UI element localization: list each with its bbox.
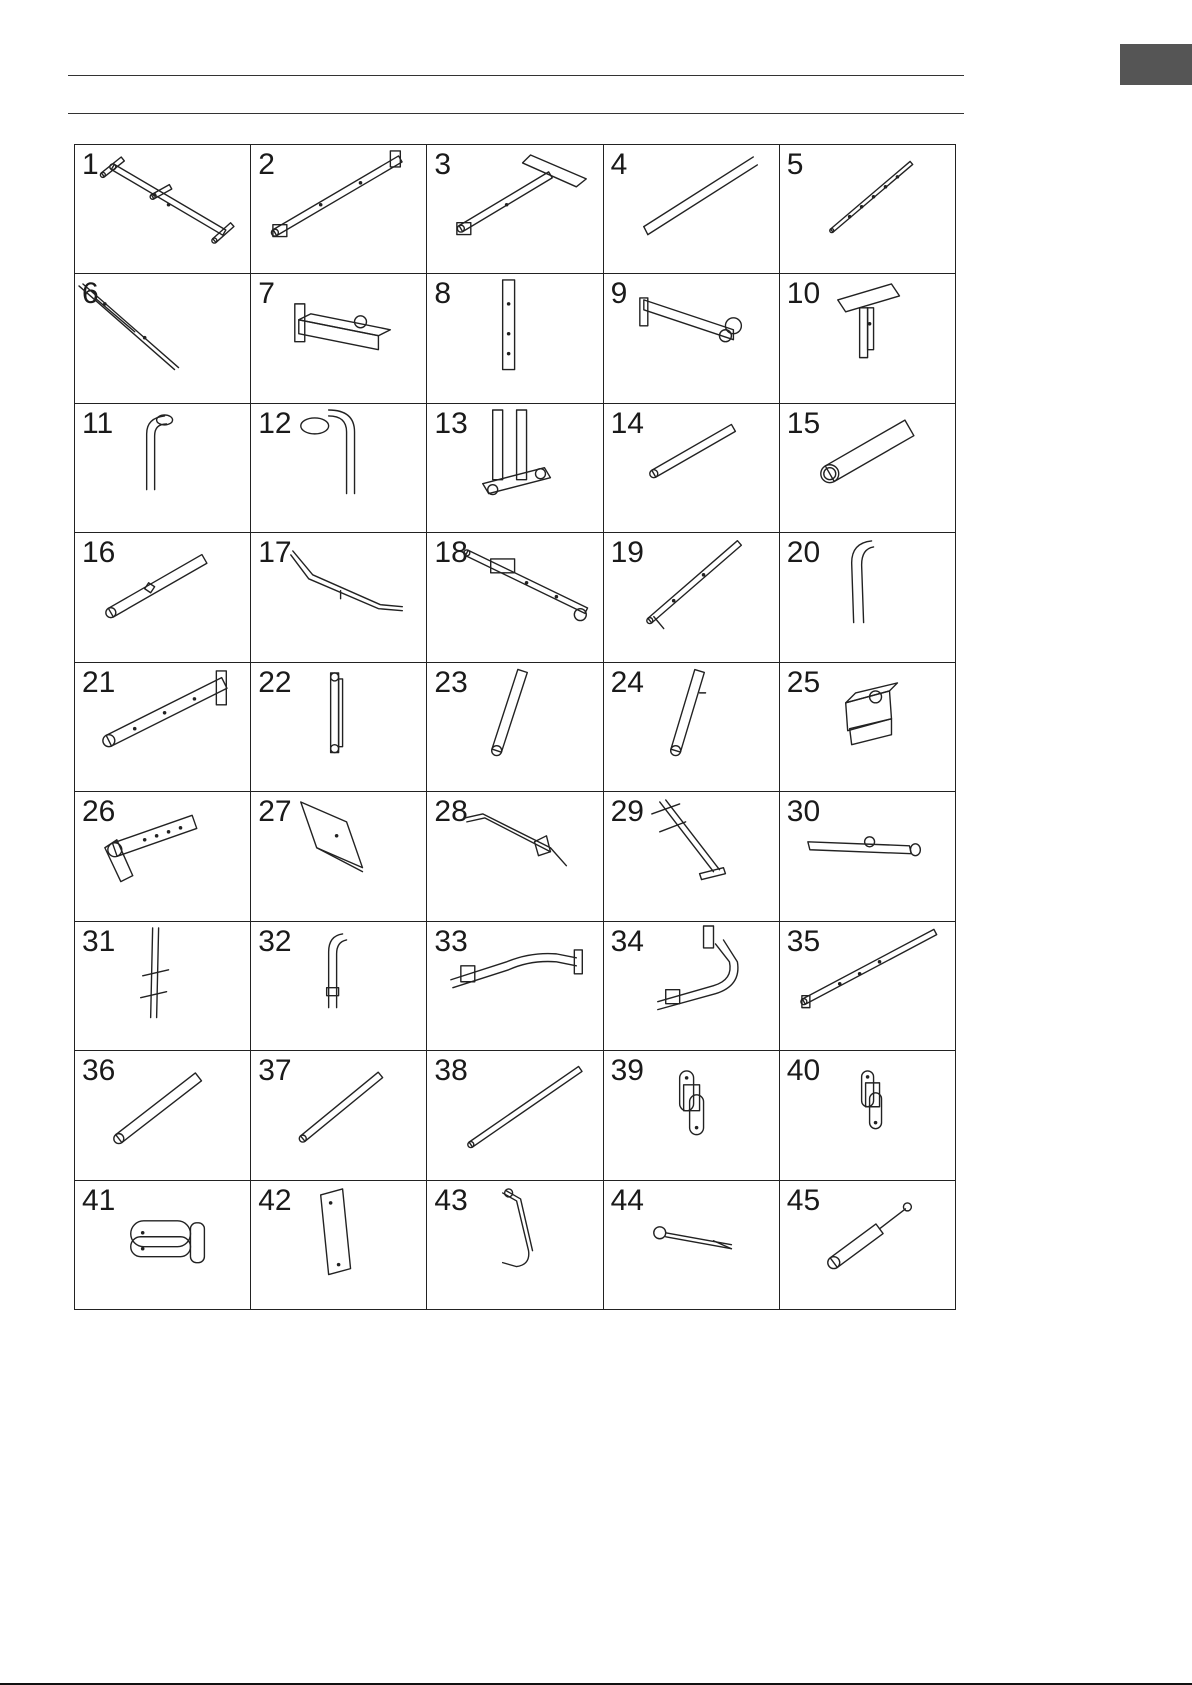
part-number: 19 (610, 536, 644, 570)
part-number: 9 (610, 277, 628, 311)
link-bar-icon (251, 663, 426, 791)
part-cell-15 (780, 404, 956, 533)
eye-bolt-icon (604, 1181, 779, 1309)
part-cell-7 (251, 274, 427, 403)
part-cell-44 (604, 1181, 780, 1310)
part-number: 40 (786, 1054, 821, 1088)
part-cell-42 (251, 1181, 427, 1310)
short-bar-icon (604, 404, 779, 532)
vertical-rod-pins-icon (75, 922, 250, 1050)
frame-with-wheel-icon (427, 533, 602, 661)
tube-icon (75, 1051, 250, 1179)
part-cell-32 (251, 922, 427, 1051)
part-number: 2 (258, 148, 275, 181)
part-cell-36 (75, 1051, 251, 1180)
part-number: 8 (434, 277, 452, 311)
part-number: 44 (610, 1183, 644, 1217)
part-number: 14 (610, 406, 644, 440)
bent-bar-icon (251, 533, 426, 661)
part-number: 16 (82, 536, 116, 570)
part-cell-24 (604, 663, 780, 792)
header-rule-bottom (68, 113, 964, 114)
hinge-bracket-icon (604, 1051, 779, 1179)
part-cell-4 (604, 145, 780, 274)
part-number: 10 (786, 277, 821, 311)
part-cell-30 (780, 792, 956, 921)
clevis-bracket-icon (75, 1181, 250, 1309)
t-frame-icon (427, 145, 602, 273)
part-cell-43 (427, 1181, 603, 1310)
part-cell-41 (75, 1181, 251, 1310)
part-cell-29 (604, 792, 780, 921)
bracket-arm-icon (251, 274, 426, 402)
part-cell-13 (427, 404, 603, 533)
part-cell-39 (604, 1051, 780, 1180)
part-number: 11 (82, 406, 114, 440)
double-rod-icon (604, 145, 779, 273)
part-number: 39 (610, 1054, 644, 1088)
part-number: 7 (258, 277, 275, 311)
part-number: 42 (258, 1183, 292, 1217)
double-upright-icon (427, 404, 602, 532)
bar-with-tab-icon (75, 533, 250, 661)
thick-tube-icon (780, 404, 955, 532)
part-cell-19 (604, 533, 780, 662)
part-cell-2 (251, 145, 427, 274)
part-cell-25 (780, 663, 956, 792)
header-rule-top (68, 75, 964, 76)
part-cell-27 (251, 792, 427, 921)
part-number: 24 (610, 665, 644, 699)
sleeve-bracket-icon (780, 663, 955, 791)
part-number: 5 (786, 148, 804, 181)
part-cell-18 (427, 533, 603, 662)
part-cell-23 (427, 663, 603, 792)
part-cell-16 (75, 533, 251, 662)
part-number: 41 (82, 1183, 116, 1217)
part-number: 21 (82, 665, 116, 699)
j-hook-icon (427, 1181, 602, 1309)
flat-plate-icon (251, 1181, 426, 1309)
part-number: 6 (82, 277, 99, 311)
part-cell-26 (75, 792, 251, 921)
part-number: 23 (434, 665, 468, 699)
part-cell-35 (780, 922, 956, 1051)
part-cell-9 (604, 274, 780, 403)
swing-arm-icon (604, 274, 779, 402)
gas-spring-icon (780, 1181, 955, 1309)
part-cell-11 (75, 404, 251, 533)
curved-handle-icon (75, 404, 250, 532)
part-number: 13 (434, 406, 468, 440)
parts-grid (74, 144, 956, 1310)
thin-tube-icon (251, 1051, 426, 1179)
part-number: 25 (786, 665, 821, 699)
part-cell-38 (427, 1051, 603, 1180)
part-number: 28 (434, 795, 468, 829)
long-rail-icon (780, 922, 955, 1050)
part-cell-10 (780, 274, 956, 403)
upright-post-icon (427, 274, 602, 402)
part-number: 22 (258, 665, 292, 699)
part-number: 17 (258, 536, 292, 570)
pad-plate-icon (251, 792, 426, 920)
rail-with-end-plate-icon (251, 145, 426, 273)
part-number: 20 (786, 536, 821, 570)
part-cell-20 (780, 533, 956, 662)
square-post-with-pin-icon (604, 663, 779, 791)
part-number: 29 (610, 795, 644, 829)
l-arm-right-icon (604, 922, 779, 1050)
part-cell-34 (604, 922, 780, 1051)
perforated-tube-icon (75, 792, 250, 920)
part-cell-17 (251, 533, 427, 662)
hook-arm-icon (251, 404, 426, 532)
curved-post-small-icon (251, 922, 426, 1050)
perforated-rod-icon (780, 145, 955, 273)
part-cell-31 (75, 922, 251, 1051)
part-number: 4 (610, 148, 628, 181)
part-cell-37 (251, 1051, 427, 1180)
part-number: 18 (434, 536, 468, 570)
curved-post-icon (780, 533, 955, 661)
square-tube-plate-icon (75, 663, 250, 791)
square-post-icon (427, 663, 602, 791)
part-cell-45 (780, 1181, 956, 1310)
part-number: 12 (258, 406, 292, 440)
part-number: 26 (82, 795, 116, 829)
part-cell-40 (780, 1051, 956, 1180)
part-cell-3 (427, 145, 603, 274)
diagonal-rail-icon (604, 533, 779, 661)
part-cell-1 (75, 145, 251, 274)
part-number: 37 (258, 1054, 292, 1088)
part-cell-22 (251, 663, 427, 792)
pedal-rod-icon (604, 792, 779, 920)
part-number: 32 (258, 924, 292, 958)
part-number: 15 (786, 406, 821, 440)
part-number: 33 (434, 924, 468, 958)
part-number: 38 (434, 1054, 468, 1088)
l-arm-left-icon (427, 922, 602, 1050)
hinge-bracket-small-icon (780, 1051, 955, 1179)
part-number: 1 (82, 148, 99, 181)
roller-tube-icon (780, 792, 955, 920)
part-number: 35 (786, 924, 821, 958)
part-number: 31 (82, 924, 116, 958)
lever-arm-icon (427, 792, 602, 920)
part-cell-8 (427, 274, 603, 403)
part-cell-6 (75, 274, 251, 403)
part-number: 45 (786, 1183, 821, 1217)
long-thin-tube-icon (427, 1051, 602, 1179)
part-number: 36 (82, 1054, 116, 1088)
long-strut-icon (75, 274, 250, 402)
part-number: 43 (434, 1183, 468, 1217)
part-cell-28 (427, 792, 603, 921)
part-number: 3 (434, 148, 452, 181)
part-number: 27 (258, 795, 292, 829)
part-cell-12 (251, 404, 427, 533)
part-cell-14 (604, 404, 780, 533)
plate-post-icon (780, 274, 955, 402)
part-number: 34 (610, 924, 644, 958)
base-frame-icon (75, 145, 250, 273)
part-number: 30 (786, 795, 821, 829)
part-cell-21 (75, 663, 251, 792)
part-cell-5 (780, 145, 956, 274)
page-tab (1120, 44, 1192, 85)
part-cell-33 (427, 922, 603, 1051)
